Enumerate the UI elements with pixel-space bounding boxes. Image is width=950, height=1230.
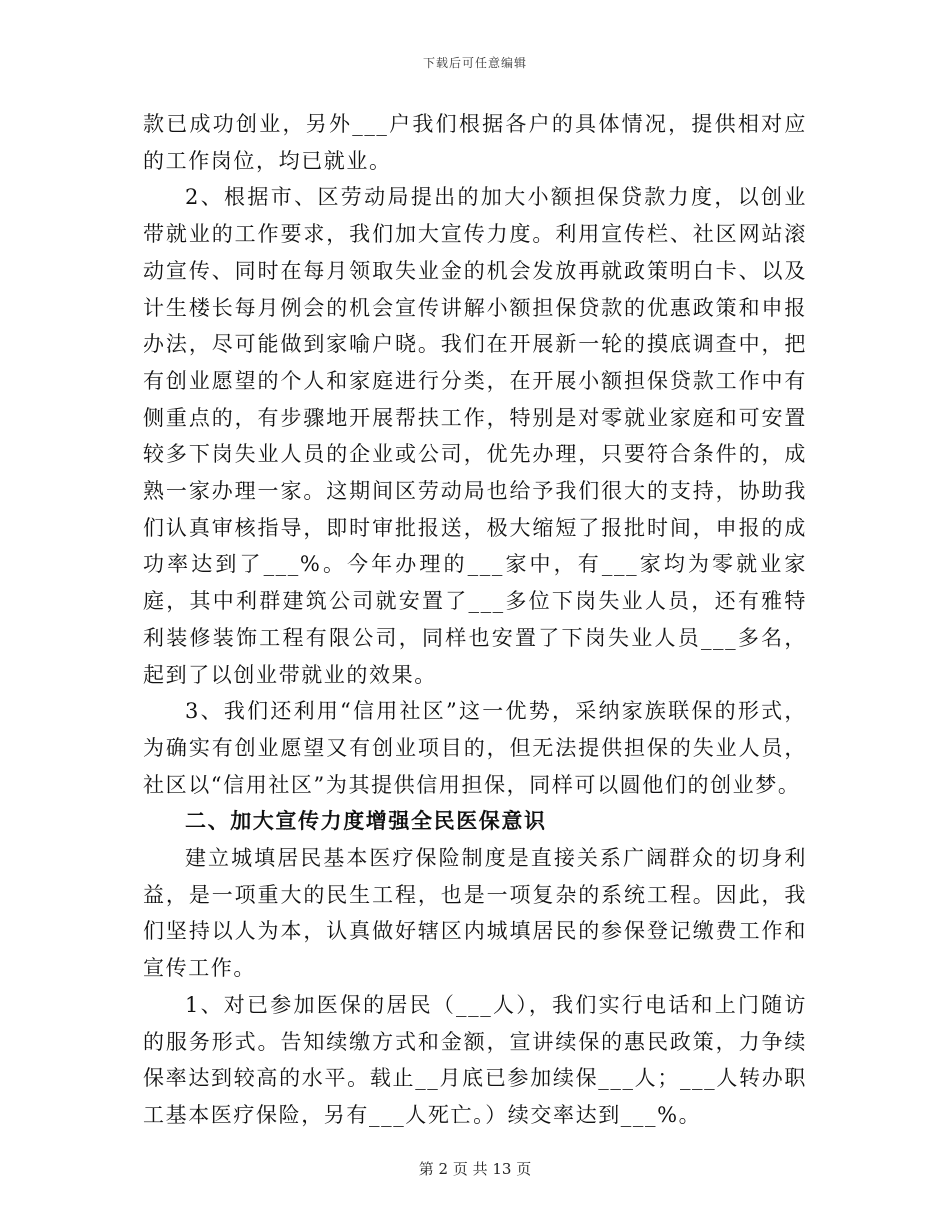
paragraph-1: 款已成功创业，另外___户我们根据各户的具体情况，提供相对应的工作岗位，均已就业。 [143, 112, 807, 173]
document-body [143, 106, 807, 1134]
page-footer: 第 2 页 共 13 页 [418, 1160, 532, 1178]
paragraph-4: 建立城填居民基本医疗保险制度是直接关系广阔群众的切身利益，是一项重大的民生工程，也是一项复杂的系统工程。因此，我们坚持以人为本，认真做好辖区内城填居民的参保登记缴费工作和宣传工作。 [143, 846, 807, 981]
paragraph-5: 1、对已参加医保的居民（___人），我们实行电话和上门随访的服务形式。告知续缴方式和金额，宣讲续保的惠民政策，力争续保率达到较高的水平。载止__月底已参加续保___人；___人转办职工基本医疗保险，另有___人死亡。）续交率达到___%。 [143, 992, 807, 1127]
paragraph-3: 3、我们还利用“信用社区”这一优势，采纳家族联保的形式，为确实有创业愿望又有创业项目的，但无法提供担保的失业人员，社区以“信用社区”为其提供信用担保，同样可以圆他们的创业梦。 [143, 699, 807, 797]
paragraph-2: 2、根据市、区劳动局提出的加大小额担保贷款力度，以创业带就业的工作要求，我们加大宣传力度。利用宣传栏、社区网站滚动宣传、同时在每月领取失业金的机会发放再就政策明白卡、以及计生楼长每月例会的机会宣传讲解小额担保贷款的优惠政策和申报办法，尽可能做到家喻户晓。我们在开展新一轮的摸底调查中，把有创业愿望的个人和家庭进行分类，在开展小额担保贷款工作中有侧重点的，有步骤地开展帮扶工作，特别是对零就业家庭和可安置较多下岗失业人员的企业或公司，优先办理，只要符合条件的，成熟一家办理一家。这期间区劳动局也给予我们很大的支持，协助我们认真审核指导，即时审批报送，极大缩短了报批时间，申报的成功率达到了___%。今年办理的___家中，有___家均为零就业家庭，其中利群建筑公司就安置了___多位下岗失业人员，还有雅特利装修装饰工程有限公司，同样也安置了下岗失业人员___多名，起到了以创业带就业的效果。 [143, 185, 807, 687]
section-heading: 二、加大宣传力度增强全民医保意识 [185, 808, 547, 834]
page-header: 下载后可任意编辑 [422, 56, 527, 70]
